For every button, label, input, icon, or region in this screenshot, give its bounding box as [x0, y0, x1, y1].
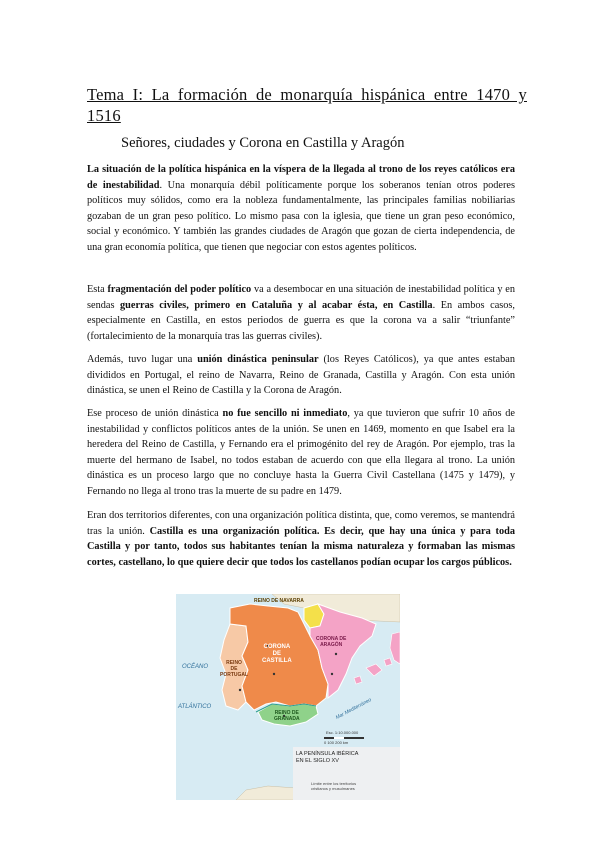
body-text: Ese proceso de unión dinástica [87, 408, 223, 419]
map-caption-legend: Límite entre los territorios cristianos y musulmanes [311, 781, 357, 791]
document-title: Tema I: La formación de monarquía hispánica entre 1470 y 1516 [87, 85, 527, 125]
paragraph-2 [87, 282, 515, 344]
section-subtitle: Señores, ciudades y Corona en Castilla y Aragón [121, 135, 405, 151]
bold-text: La situación de la política hispánica en la víspera de la llegada al trono de los reyes católicos era de inestabilidad [87, 164, 515, 191]
scale-km-label: 0 100 200 km [324, 740, 349, 745]
label-oceano: OCÉANO [182, 664, 209, 670]
bold-text: no fue sencillo ni inmediato [222, 408, 348, 419]
body-text: . En ambos casos, especialmente en Castilla, en estos periodos de guerra es que la corona va a salir “triunfante” (fortalecimiento de la monarquía tras las guerras civiles). [87, 299, 515, 342]
label-portugal: REINO DE PORTUGAL [220, 660, 249, 678]
city-dot [273, 673, 275, 675]
body-text: . Una monarquía débil políticamente porque los soberanos tenían otros poderes políticos muy sólidos, como era la nobleza fundamentalmente, las principales familias nobiliarias gozaban de un gran peso político. Lo mismo pasa con la iglesia, que tiene un gran peso económico, social y económico. Y también las grandes ciudades de Aragón que gozan de cierta independencia, de una gran economía política, que tienen que negociar con estos agentes políticos. [87, 179, 515, 253]
bold-text: fragmentación del poder político [107, 284, 252, 295]
map-caption-box [293, 747, 400, 800]
label-aragon: CORONA DE ARAGÓN [316, 636, 347, 648]
scale-bar-segment [334, 737, 344, 739]
body-text: (los Reyes Católicos), ya que antes estaban divididos en Portugal, el reino de Navarra, Reino de Granada, Castilla y Aragón. Con esta unión dinástica, se unen el Reino de Castilla y la Corona de Aragón. [87, 354, 515, 396]
scale-label: Esc. 1:10.000.000 [326, 730, 359, 735]
label-castilla: CORONA DE CASTILLA [262, 644, 292, 664]
city-dot [331, 673, 333, 675]
label-atlantico: ATLÁNTICO [178, 704, 212, 710]
body-text: , ya que tuvieron que sufrir 10 años de inestabilidad y conflictos políticos antes de la unión. Se unen en 1469, momento en que Isabel era la heredera del Reino de Castilla, y Fernando era el primogénito del rey de Aragón. Por ejemplo, tras la muerte del hermano de Isabel, no todos estaban de acuerdo con que ella llegara al trono. La unión dinástica es un proceso largo que no concluye hasta la Guerra Civil Castellana (1475 y 1479), y Fernando no llega al trono tras la muerte de su padre en 1479. [87, 408, 515, 497]
paragraph-3 [87, 352, 515, 399]
city-dot [239, 689, 241, 691]
paragraph-5 [87, 508, 515, 570]
map-caption-title: LA PENÍNSULA IBÉRICA EN EL SIGLO XV [296, 751, 359, 764]
paragraph-4 [87, 406, 515, 499]
label-navarra: REINO DE NAVARRA [254, 598, 304, 604]
balearic-islands [354, 658, 392, 684]
body-text: va a desembocar en una situación de inestabilidad política y en sendas [87, 284, 515, 311]
bold-text: unión dinástica peninsular [197, 354, 319, 365]
body-text: Además, tuvo lugar una [87, 354, 198, 365]
label-mediterraneo: Mar Mediterráneo [334, 697, 373, 721]
iberian-peninsula-map [176, 594, 400, 800]
bold-text: guerras civiles, primero en Cataluña y al acabar ésta, en Castilla [120, 299, 433, 311]
bold-text: Castilla es una organización política. Es decir, que hay una única y para toda Castilla y por tanto, todos sus habitantes tenían la misma naturaleza y formaban las mismas cortes, castellano, lo que quiere decir que todos los castellanos podían ocupar los cargos públicos. [87, 525, 515, 568]
label-granada: REINO DE GRANADA [274, 710, 300, 722]
body-text: Esta [87, 284, 108, 295]
body-text: Eran dos territorios diferentes, con una organización política distinta, que, como veremos, se mantendrá tras la unión. [87, 510, 515, 537]
city-dot [335, 653, 337, 655]
sardinia-region [390, 632, 400, 664]
paragraph-1 [87, 162, 515, 255]
